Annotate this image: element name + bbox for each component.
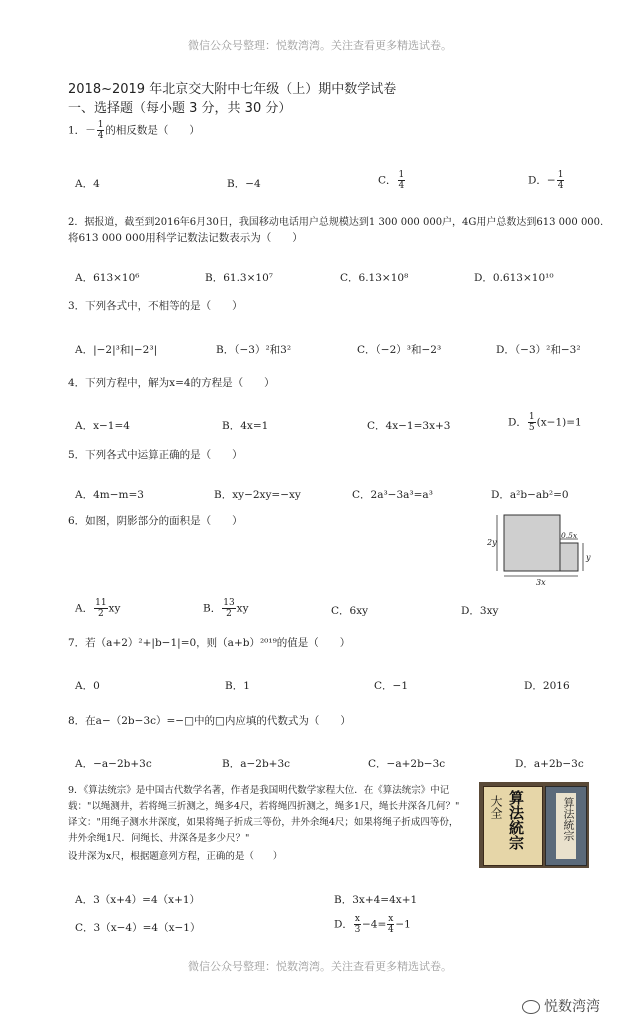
wechat-icon: [522, 1000, 540, 1014]
q1-fraction: $\frac{1}{4}$: [97, 120, 104, 141]
book-right-title: 算法統宗: [562, 797, 575, 841]
q7-text: 7．若（a+2）²+|b−1|=0，则（a+b）²⁰¹⁹的值是（ ）: [68, 637, 351, 649]
fig-label-2y: 2y: [487, 538, 497, 547]
q5-option-b: B．xy−2xy=−xy: [214, 489, 301, 501]
watermark-bottom: 微信公众号整理：悦数湾湾。关注查看更多精选试卷。: [188, 960, 452, 973]
q5-option-c: C．2a³−3a³=a³: [352, 489, 433, 501]
section-title: 一、选择题（每小题 3 分，共 30 分）: [68, 101, 292, 116]
q6-option-b: B． $\frac{13}{2}$ xy: [203, 598, 249, 619]
q3-option-b: B．（−3）²和3²: [216, 344, 292, 356]
q2-line-2: 将613 000 000用科学记数法记数表示为（ ）: [68, 232, 303, 244]
q6-option-d: D．3xy: [461, 605, 499, 617]
q5-option-a: A．4m−m=3: [75, 489, 144, 501]
q7-option-d: D．2016: [524, 680, 570, 692]
q8-option-d: D．a+2b−3c: [515, 758, 584, 770]
suanfa-tongzong-book-image: [479, 782, 589, 868]
book-right-cover: [545, 786, 587, 866]
q1-number: 1．: [68, 124, 86, 137]
q6-option-c: C．6xy: [331, 605, 369, 617]
watermark-top: 微信公众号整理：悦数湾湾。关注查看更多精选试卷。: [188, 39, 452, 52]
doc-title: 2018~2019 年北京交大附中七年级（上）期中数学试卷: [68, 82, 397, 97]
fig-label-3x: 3x: [536, 578, 546, 586]
q1-option-c: C． $\frac{1}{4}$: [378, 170, 405, 191]
q4-option-c: C．4x−1=3x+3: [367, 420, 451, 432]
q6-figure: [486, 510, 596, 586]
q9-line-2: 载："以绳测井，若将绳三折测之，绳多4尺，若将绳四折测之，绳多1尺，绳长井深各几何？": [68, 801, 460, 812]
q8-option-b: B．a−2b+3c: [222, 758, 291, 770]
q9-option-d: D． $\frac{x}{3}$ −4= $\frac{x}{4}$ −1: [334, 914, 411, 935]
brand-logo-text: 悦数湾湾: [544, 999, 600, 1015]
q5-option-d: D．a²b−ab²=0: [491, 489, 569, 501]
q9-line-5: 设井深为x尺，根据题意列方程，正确的是（ ）: [68, 851, 283, 862]
q9-line-4: 井外余绳1尺．问绳长、井深各是多少尺？": [68, 833, 250, 844]
question-1: [68, 120, 200, 141]
fig-label-05x: 0.5x: [561, 531, 578, 540]
q6-option-a: A． $\frac{11}{2}$ xy: [75, 598, 121, 619]
q9-option-c: C．3（x−4）=4（x−1）: [75, 922, 201, 934]
fig-label-y: y: [586, 553, 591, 562]
q1-neg: －: [85, 124, 96, 137]
q2-option-a: A．613×10⁶: [75, 272, 140, 284]
q1-option-b: B．−4: [227, 178, 261, 190]
brand-logo: [522, 996, 600, 1016]
q8-option-a: A．−a−2b+3c: [75, 758, 152, 770]
q1-text: 的相反数是（ ）: [105, 124, 200, 137]
q5-text: 5．下列各式中运算正确的是（ ）: [68, 449, 243, 461]
q3-option-c: C．（−2）³和−2³: [357, 344, 442, 356]
q2-option-c: C．6.13×10⁸: [340, 272, 409, 284]
q7-option-c: C．−1: [374, 680, 409, 692]
q4-option-d: D． $\frac{1}{5}$ (x−1)=1: [508, 412, 582, 433]
book-small-title: 大全: [489, 795, 503, 819]
q4-text: 4．下列方程中，解为x=4的方程是（ ）: [68, 377, 275, 389]
q7-option-b: B．1: [225, 680, 250, 692]
q3-option-a: A．|−2|³和|−2³|: [75, 344, 158, 356]
q9-option-b: B．3x+4=4x+1: [334, 894, 418, 906]
q2-option-b: B．61.3×10⁷: [205, 272, 273, 284]
q2-option-d: D．0.613×10¹⁰: [474, 272, 554, 284]
book-right-label: [556, 793, 576, 859]
q9-option-a: A．3（x+4）=4（x+1）: [75, 894, 201, 906]
q2-line-1: 2．据报道，截至到2016年6月30日，我国移动电话用户总规模达到1 300 000 000户，4G用户总数达到613 000 000.: [68, 217, 604, 228]
q3-text: 3．下列各式中，不相等的是（ ）: [68, 300, 243, 312]
q8-text: 8．在a−（2b−3c）=−□中的□内应填的代数式为（ ）: [68, 715, 351, 727]
q1-option-d: D．− $\frac{1}{4}$: [528, 170, 564, 191]
q9-line-3: 译文："用绳子测水井深度，如果将绳子折成三等份，井外余绳4尺；如果将绳子折成四等份，: [68, 817, 459, 828]
q7-option-a: A．0: [75, 680, 100, 692]
q1-option-a: A．4: [75, 178, 100, 190]
q4-option-a: A．x−1=4: [75, 420, 130, 432]
q3-option-d: D．（−3）²和−3²: [496, 344, 581, 356]
q9-line-1: 9．《算法统宗》是中国古代数学名著，作者是我国明代数学家程大位．在《算法统宗》中记: [68, 785, 450, 796]
q6-text: 6．如图，阴影部分的面积是（ ）: [68, 515, 243, 527]
book-left-title: 算法統宗: [507, 790, 525, 850]
q4-option-b: B．4x=1: [222, 420, 269, 432]
book-left-cover: [483, 786, 543, 866]
q8-option-c: C．−a+2b−3c: [368, 758, 446, 770]
